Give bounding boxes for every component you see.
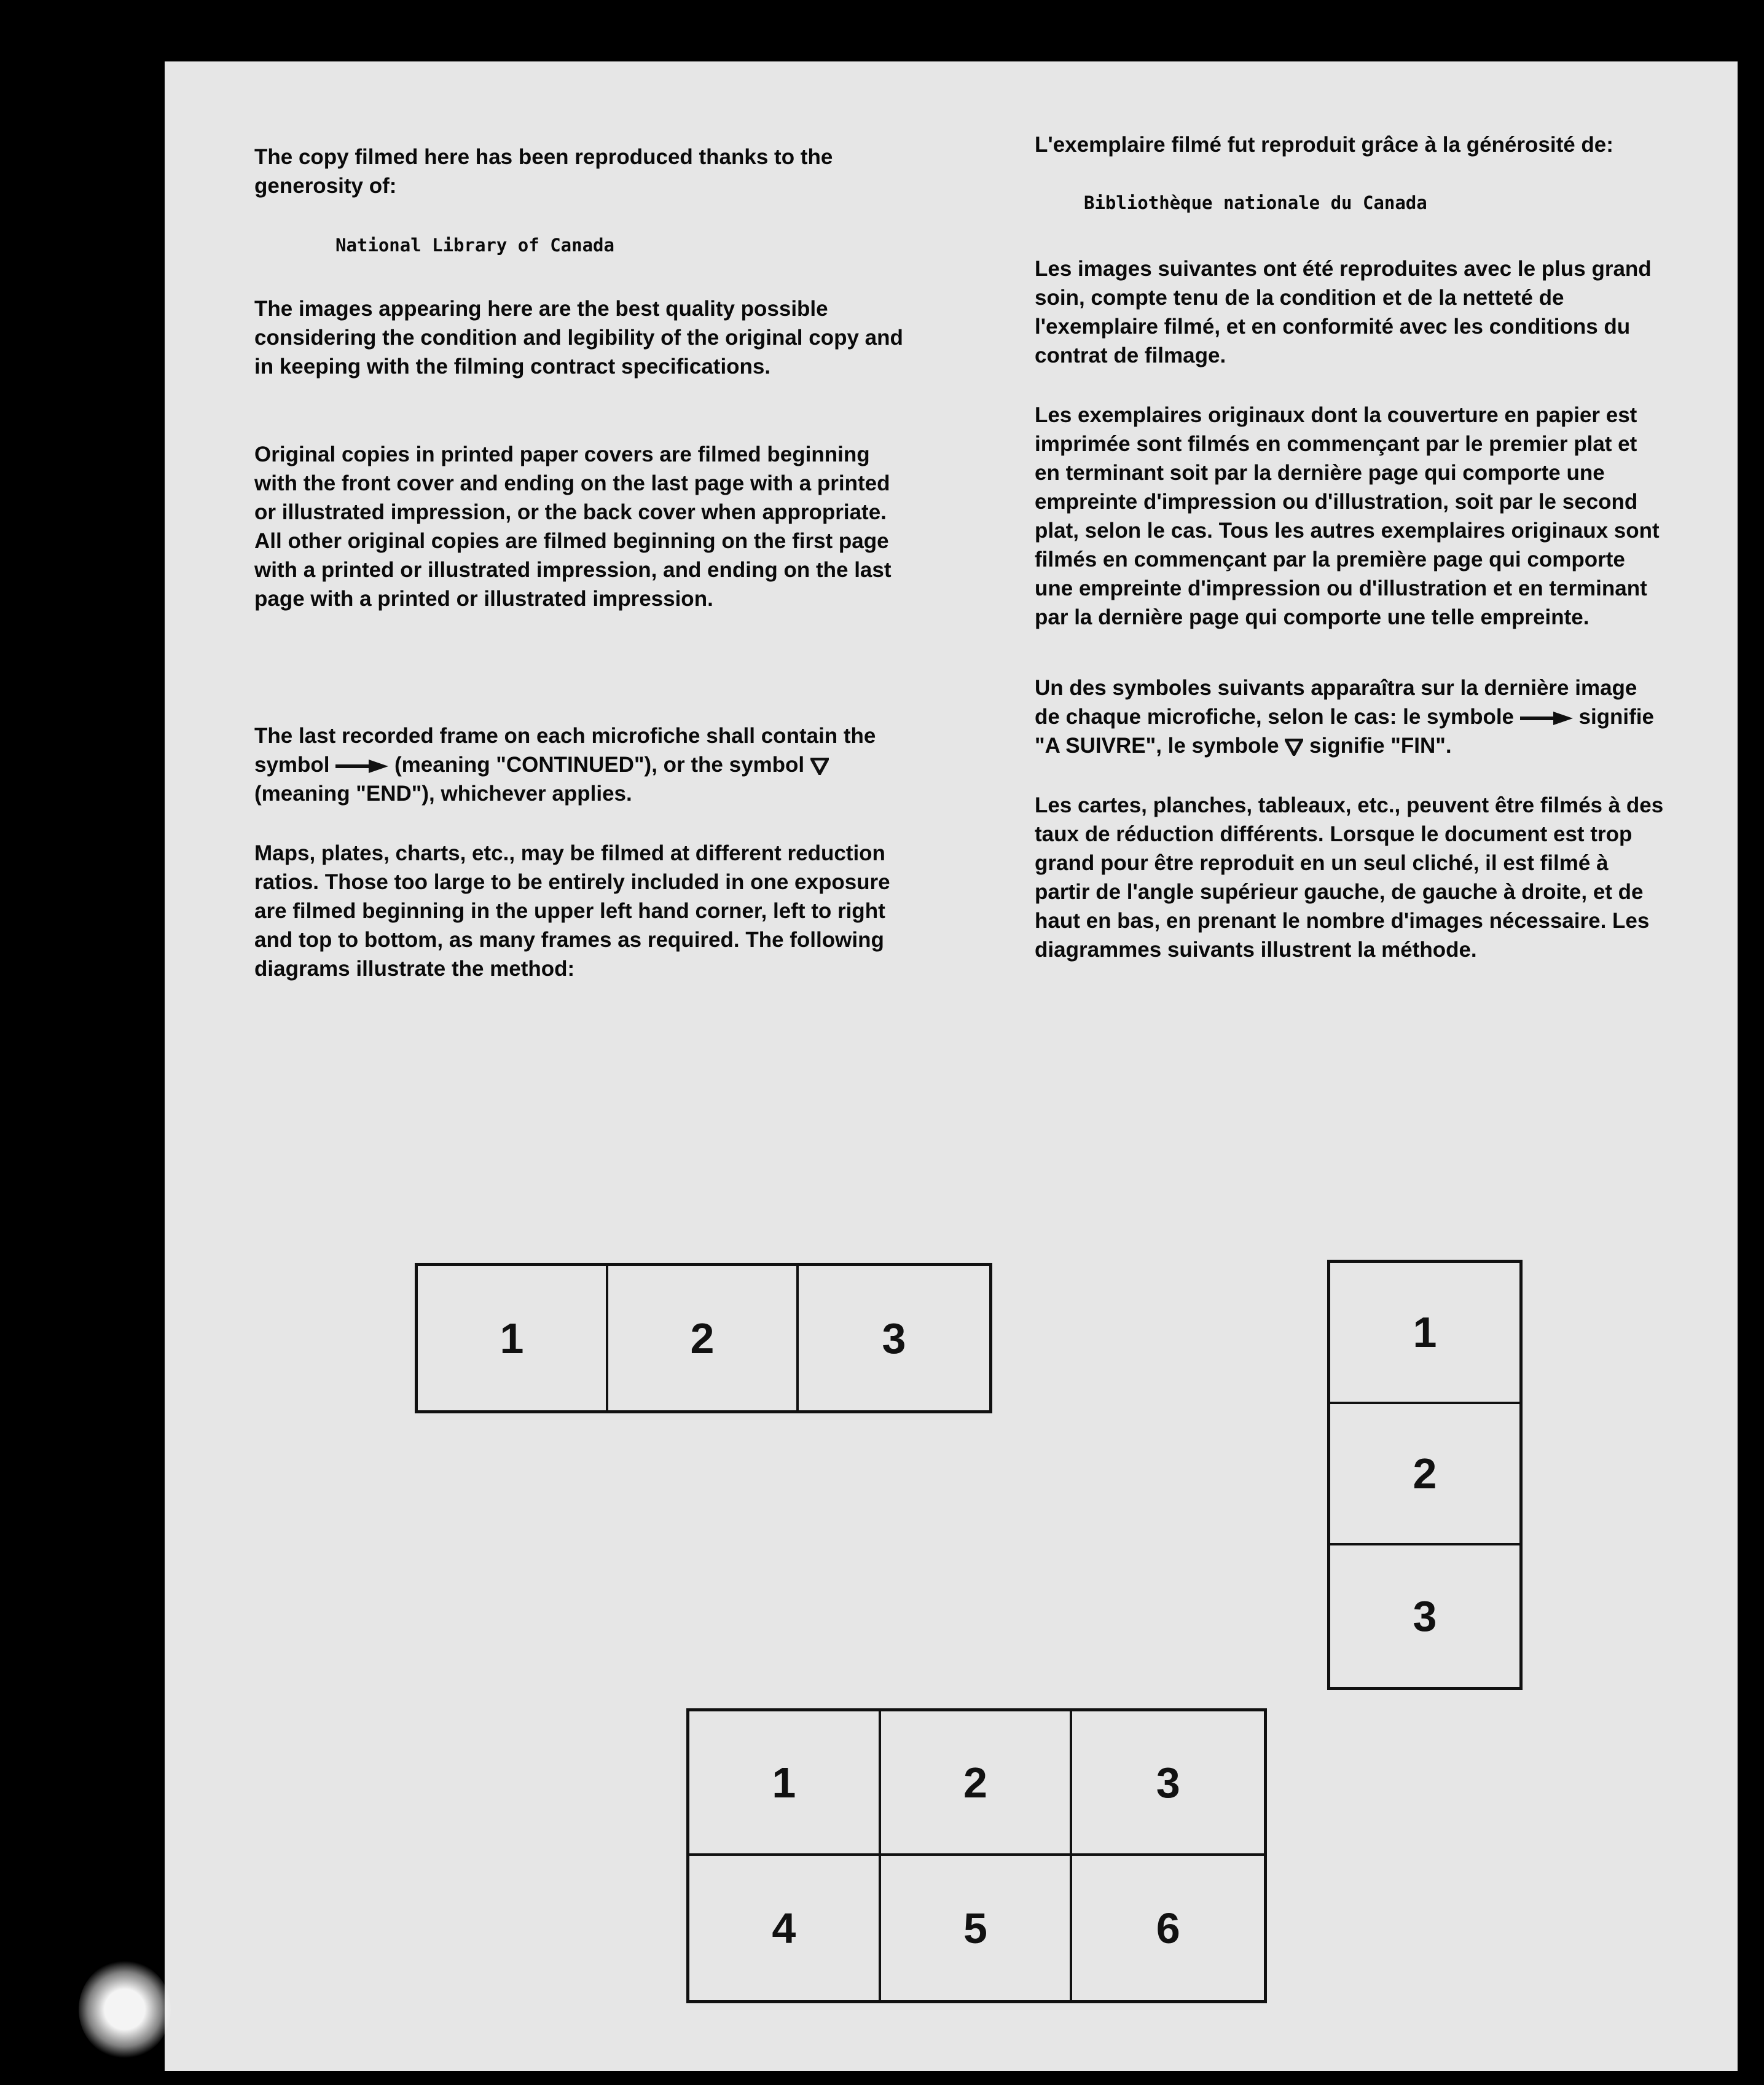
right-symbol-text-a: Un des symboles suivants apparaîtra sur la dernière image de chaque microfiche, selon le cas: le symbole <box>1035 676 1637 729</box>
right-images-paragraph: Les images suivantes ont été reproduites avec le plus grand soin, compte tenu de la condition et de la netteté de l'exemplaire filmé, et en conformité avec les conditions du contrat de filmage. <box>1035 257 1652 367</box>
film-blemish <box>79 1960 171 2059</box>
diagram-cell: 1 <box>689 1711 881 1856</box>
diagram-cell: 1 <box>1330 1263 1519 1404</box>
left-column <box>254 143 906 983</box>
left-library-name: National Library of Canada <box>335 235 614 256</box>
diagram-vertical <box>1327 1260 1523 1690</box>
right-library-name: Bibliothèque nationale du Canada <box>1084 192 1427 213</box>
diagram-cell: 1 <box>418 1266 608 1410</box>
right-symbol-text-b: signifie "A SUIVRE", le symbole <box>1035 705 1655 758</box>
diagram-grid <box>686 1708 1267 2003</box>
right-maps-paragraph: Les cartes, planches, tableaux, etc., peuvent être filmés à des taux de réduction différents. Lorsque le document est trop grand pour être reproduit en un seul cliché, il est filmé à partir de l'angle supérieur gauche, de gauche à droite, et de haut en bas, en prenant le nombre d'images nécessaire. Les diagrammes suivants illustrent la méthode. <box>1035 793 1664 962</box>
diagram-cell: 2 <box>1330 1404 1519 1545</box>
triangle-down-icon <box>810 758 829 775</box>
diagram-cell: 4 <box>689 1856 881 2000</box>
right-intro: L'exemplaire filmé fut reproduit grâce à la générosité de: <box>1035 133 1613 157</box>
diagram-horizontal <box>415 1263 992 1413</box>
left-symbol-text-b: (meaning "CONTINUED"), or the symbol <box>394 753 805 777</box>
left-symbol-paragraph <box>254 721 906 808</box>
arrow-icon <box>335 760 388 773</box>
diagram-cell: 3 <box>1413 1592 1437 1640</box>
right-symbol-paragraph <box>1035 673 1668 760</box>
left-images-paragraph: The images appearing here are the best quality possible considering the condition and legibility of the original copy and in keeping with the filming contract specifications. <box>254 297 903 379</box>
left-maps-paragraph: Maps, plates, charts, etc., may be filmed at different reduction ratios. Those too large to be entirely included in one exposure are filmed beginning in the upper left hand corner, left to right and top to bottom, as many frames as required. The following diagrams illustrate the method: <box>254 841 890 981</box>
left-symbol-text-a: The last recorded frame on each microfiche shall contain the symbol <box>254 724 876 777</box>
right-symbol-text-c: signifie "FIN". <box>1309 734 1452 758</box>
right-covers-paragraph: Les exemplaires originaux dont la couverture en papier est imprimée sont filmés en commençant par le premier plat et en terminant soit par la dernière page qui comporte une empreinte d'impression ou d'illustration, soit par le second plat, selon le cas. Tous les autres exemplaires originaux sont filmés en commençant par la première page qui comporte une empreinte d'impression ou d'illustration et en terminant par la dernière page qui comporte une telle empreinte. <box>1035 403 1660 629</box>
diagram-cell: 3 <box>882 1314 906 1362</box>
left-intro: The copy filmed here has been reproduced thanks to the generosity of: <box>254 145 833 198</box>
triangle-down-icon <box>1285 739 1303 756</box>
right-column <box>1035 130 1668 964</box>
diagram-cell: 5 <box>881 1856 1073 2000</box>
diagram-cell: 6 <box>1156 1904 1180 1952</box>
left-covers-paragraph: Original copies in printed paper covers are filmed beginning with the front cover and ending on the last page with a printed or illustrated impression, or the back cover when appropriate. All other original copies are filmed beginning on the first page with a printed or illustrated impression, and ending on the last page with a printed or illustrated impression. <box>254 442 892 611</box>
left-symbol-text-c: (meaning "END"), whichever applies. <box>254 782 632 806</box>
diagram-cell: 3 <box>1072 1711 1264 1856</box>
diagram-cell: 2 <box>881 1711 1073 1856</box>
diagram-cell: 2 <box>608 1266 799 1410</box>
arrow-icon <box>1520 712 1573 725</box>
